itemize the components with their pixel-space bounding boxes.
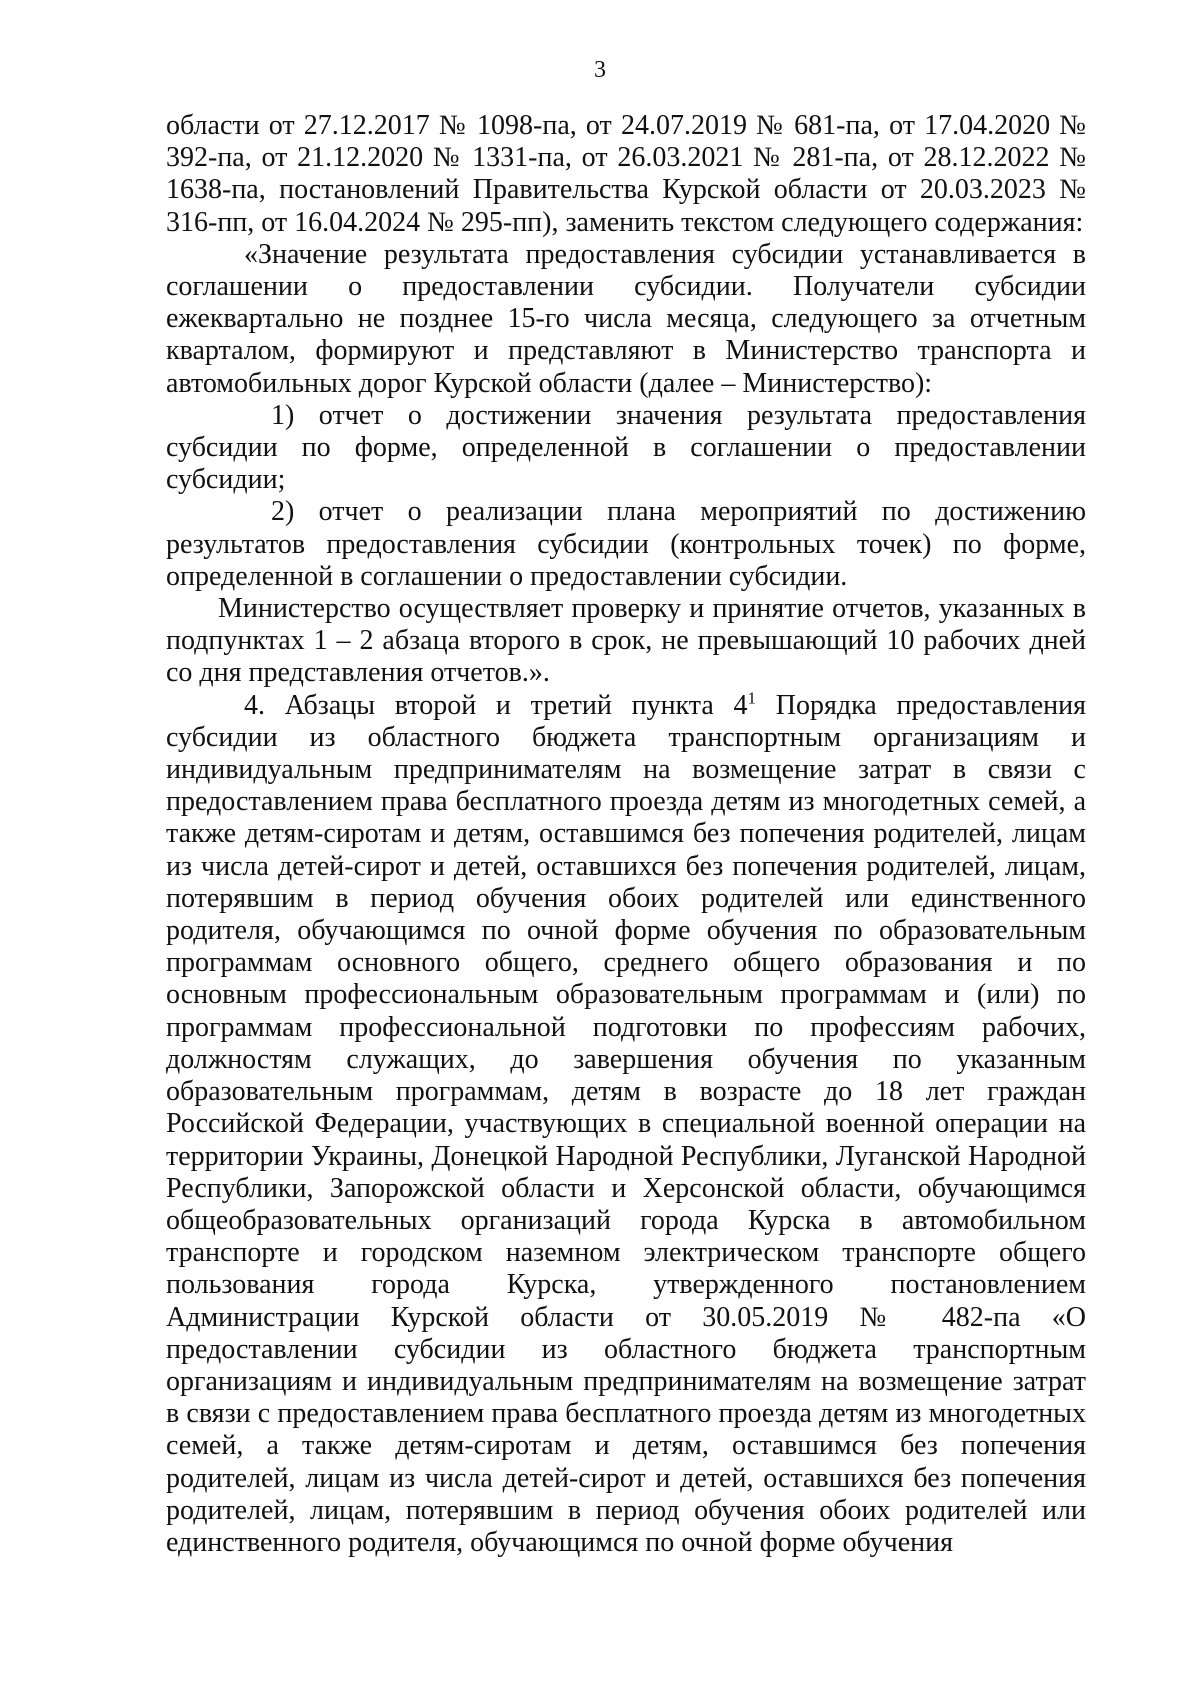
paragraph-subitem-2: 2) отчет о реализации плана мероприятий по достижению результатов предоставления субсидии (контрольных точек) по форме, определенной в соглашении о предоставлении субсидии. — [166, 496, 1086, 592]
paragraph-continuation: области от 27.12.2017 № 1098-па, от 24.07.2019 № 681-па, от 17.04.2020 № 392-па, от 21.12.2020 № 1331-па, от 26.03.2021 № 281-па, от 28.12.2022 № 1638-па, постановлений Правительства Курской области от 20.03.2023 № 316-пп, от 16.04.2024 № 295-пп), заменить текстом следующего содержания: — [166, 110, 1086, 238]
page-number: 3 — [594, 57, 606, 83]
item-4-text: Порядка предоставления субсидии из областного бюджета транспортным организациям и индивидуальным предпринимателям на возмещение затрат в связи с предоставлением права бесплатного проезда детям из многодетных семей, а также детям-сиротам и детям, оставшимся без попечения родителей, лицам из числа детей-сирот и детей, оставшихся без попечения родителей, лицам, потерявшим в период обучения обоих родителей или единственного родителя, обучающимся по очной форме обучения по образовательным программам основного общего, среднего общего образования и по основным профессиональным образовательным программам и (или) по программам профессиональной подготовки по профессиям рабочих, должностям служащих, до завершения обучения по указанным образовательным программам, детям в возрасте до 18 лет граждан Российской Федерации, участвующих в специальной военной операции на территории Украины, Донецкой Народной Республики, Луганской Народной Республики, Запорожской области и Херсонской области, обучающимся общеобразовательных организаций города Курска в автомобильном транспорте и городском наземном электрическом транспорте общего пользования города Курска, утвержденного постановлением Администрации Курской области от 30.05.2019 № 482-па «О предоставлении субсидии из областного бюджета транспортным организациям и индивидуальным предпринимателям на возмещение затрат в связи с предоставлением права бесплатного проезда детям из многодетных семей, а также детям-сиротам и детям, оставшимся без попечения родителей, лицам из числа детей-сирот и детей, оставшихся без попечения родителей, лицам, потерявшим в период обучения обоих родителей или единственного родителя, обучающимся по очной форме обучения — [166, 689, 1086, 1558]
item-4-superscript: 1 — [747, 688, 757, 708]
paragraph-subitem-1: 1) отчет о достижении значения результата предоставления субсидии по форме, определенной в соглашении о предоставлении субсидии; — [166, 399, 1086, 496]
paragraph-ministry-check: Министерство осуществляет проверку и принятие отчетов, указанных в подпунктах 1 – 2 абзаца второго в срок, не превышающий 10 рабочих дней со дня представления отчетов.». — [166, 593, 1086, 689]
document-body — [166, 110, 1086, 1559]
paragraph-item-4 — [166, 690, 1086, 1559]
item-4-lead: 4. Абзацы второй и третий пункта 4 — [244, 689, 748, 721]
paragraph-quote-result: «Значение результата предоставления субсидии устанавливается в соглашении о предоставлении субсидии. Получатели субсидии ежеквартально не позднее 15-го числа месяца, следующего за отчетным кварталом, формируют и представляют в Министерство транспорта и автомобильных дорог Курской области (далее – Министерство): — [166, 238, 1086, 399]
